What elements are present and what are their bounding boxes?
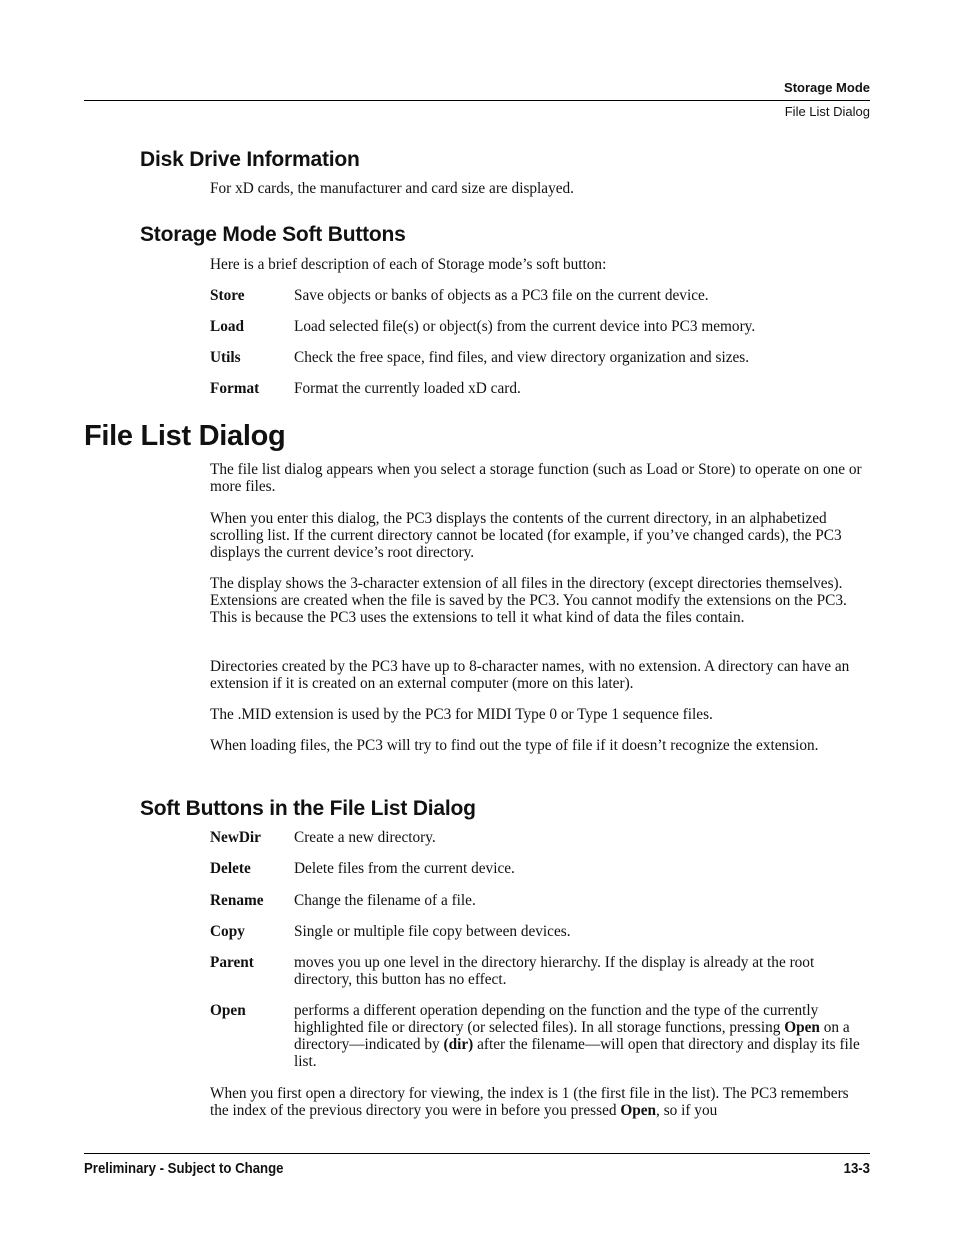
desc-open-bold-dir: (dir) — [443, 1036, 474, 1053]
term-parent: Parent — [210, 954, 254, 971]
heading-disk-drive-information: Disk Drive Information — [140, 148, 360, 171]
footer-notice: Preliminary - Subject to Change — [84, 1160, 284, 1177]
term-format: Format — [210, 380, 260, 397]
term-utils: Utils — [210, 349, 241, 366]
heading-soft-buttons-file-list: Soft Buttons in the File List Dialog — [140, 797, 476, 820]
desc-rename: Change the filename of a file. — [294, 892, 476, 909]
closing-paragraph — [210, 1085, 870, 1119]
desc-parent: moves you up one level in the directory hierarchy. If the display is already at the root directory, this button has no effect. — [294, 954, 815, 988]
desc-open-bold-open: Open — [784, 1019, 820, 1036]
file-list-paragraph-6: When loading files, the PC3 will try to find out the type of file if it doesn’t recognize the extension. — [210, 737, 819, 754]
term-copy: Copy — [210, 923, 245, 940]
desc-newdir: Create a new directory. — [294, 829, 436, 846]
closing-text-2: , so if you — [656, 1102, 718, 1119]
running-header-section: File List Dialog — [784, 104, 870, 119]
term-newdir: NewDir — [210, 829, 261, 846]
desc-open — [294, 1002, 870, 1070]
desc-load: Load selected file(s) or object(s) from the current device into PC3 memory. — [294, 318, 756, 335]
term-delete: Delete — [210, 860, 251, 877]
desc-format: Format the currently loaded xD card. — [294, 380, 521, 397]
desc-copy: Single or multiple file copy between devices. — [294, 923, 571, 940]
file-list-paragraph-4: Directories created by the PC3 have up to 8-character names, with no extension. A directory can have an extension if it is created on an external computer (more on this later). — [210, 658, 850, 692]
desc-utils: Check the free space, find files, and view directory organization and sizes. — [294, 349, 750, 366]
running-header-chapter: Storage Mode — [784, 80, 870, 95]
header-rule — [84, 100, 870, 101]
storage-soft-intro: Here is a brief description of each of Storage mode’s soft button: — [210, 256, 607, 273]
file-list-paragraph-5: The .MID extension is used by the PC3 for MIDI Type 0 or Type 1 sequence files. — [210, 706, 713, 723]
file-list-paragraph-3: The display shows the 3-character extension of all files in the directory (except directories themselves). Extensions are created when the file is saved by the PC3. You cannot modify the extensions on the PC3. This is because the PC3 uses the extensions to tell it what kind of data the files contain. — [210, 575, 847, 626]
file-list-paragraph-2: When you enter this dialog, the PC3 displays the contents of the current directory, in an alphabetized scrolling list. If the current directory cannot be located (for example, if you’ve changed cards), the PC3 displays the current device’s root directory. — [210, 510, 842, 561]
desc-open-text-3: after the filename—will open that directory and display its file list. — [294, 1036, 860, 1070]
heading-file-list-dialog: File List Dialog — [84, 420, 286, 452]
disk-drive-paragraph: For xD cards, the manufacturer and card size are displayed. — [210, 180, 574, 197]
desc-open-text-1: performs a different operation depending on the function and the type of the currently highlighted file or directory (or selected files). In all storage functions, pressing — [294, 1002, 819, 1036]
term-rename: Rename — [210, 892, 264, 909]
closing-bold-open: Open — [620, 1102, 657, 1119]
term-load: Load — [210, 318, 245, 335]
file-list-paragraph-1: The file list dialog appears when you select a storage function (such as Load or Store) to operate on one or more files. — [210, 461, 862, 495]
term-store: Store — [210, 287, 245, 304]
desc-delete: Delete files from the current device. — [294, 860, 515, 877]
heading-storage-mode-soft-buttons: Storage Mode Soft Buttons — [140, 223, 406, 246]
page-number: 13-3 — [843, 1160, 870, 1177]
desc-open-text-2: on a directory—indicated by — [294, 1019, 850, 1053]
desc-store: Save objects or banks of objects as a PC3 file on the current device. — [294, 287, 709, 304]
closing-text-1: When you first open a directory for viewing, the index is 1 (the first file in the list). The PC3 remembers the index of the previous directory you were in before you pressed — [210, 1085, 849, 1119]
term-open: Open — [210, 1002, 246, 1019]
footer-rule — [84, 1153, 870, 1154]
